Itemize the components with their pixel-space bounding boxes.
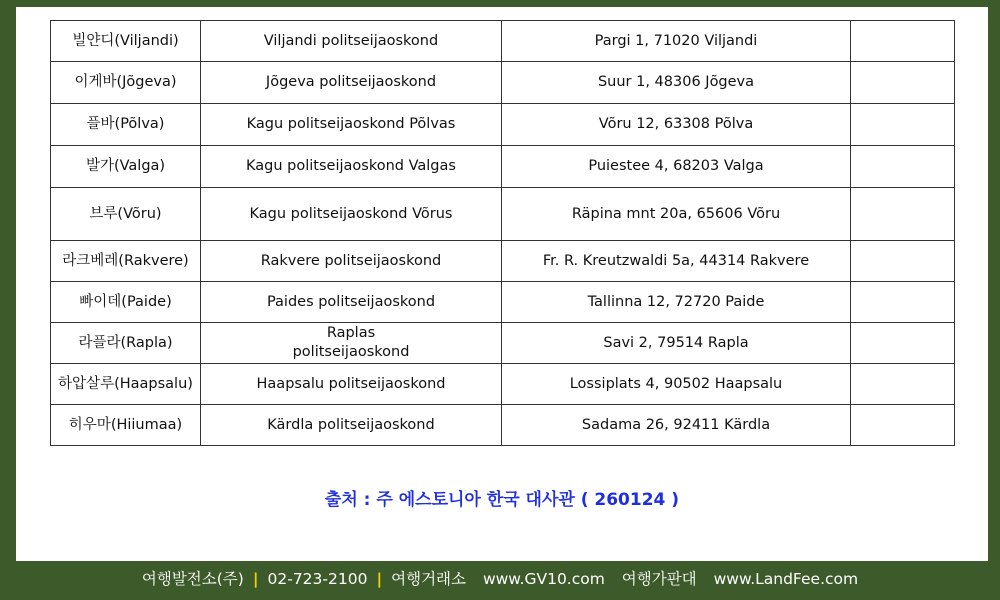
note-cell	[851, 323, 955, 364]
city-cell: 발가(Valga)	[51, 146, 201, 188]
address-cell: Räpina mnt 20a, 65606 Võru	[502, 188, 851, 241]
city-cell: 브루(Võru)	[51, 188, 201, 241]
footer-bar	[0, 567, 1000, 595]
address-cell: Suur 1, 48306 Jõgeva	[502, 62, 851, 104]
city-cell: 빌얀디(Viljandi)	[51, 21, 201, 62]
address-cell: Lossiplats 4, 90502 Haapsalu	[502, 364, 851, 405]
table-row	[51, 405, 955, 446]
table-row	[51, 188, 955, 241]
table-row	[51, 364, 955, 405]
note-cell	[851, 364, 955, 405]
city-cell: 히우마(Hiiumaa)	[51, 405, 201, 446]
footer-phone: 02-723-2100	[267, 570, 368, 588]
address-cell: Võru 12, 63308 Põlva	[502, 104, 851, 146]
document-page	[16, 7, 988, 561]
station-cell: Kagu politseijaoskond Valgas	[201, 146, 502, 188]
address-cell: Tallinna 12, 72720 Paide	[502, 282, 851, 323]
table-row	[51, 62, 955, 104]
footer-company: 여행발전소(주)	[141, 570, 244, 588]
city-cell: 라플라(Rapla)	[51, 323, 201, 364]
station-cell: Kärdla politseijaoskond	[201, 405, 502, 446]
city-cell: 라크베레(Rakvere)	[51, 241, 201, 282]
table-row	[51, 104, 955, 146]
note-cell	[851, 21, 955, 62]
footer-price: 여행가판대	[621, 570, 697, 588]
station-cell: Rakvere politseijaoskond	[201, 241, 502, 282]
station-cell: Kagu politseijaoskond Põlvas	[201, 104, 502, 146]
note-cell	[851, 188, 955, 241]
police-station-table	[50, 20, 955, 446]
note-cell	[851, 241, 955, 282]
station-cell: Haapsalu politseijaoskond	[201, 364, 502, 405]
footer-separator: |	[252, 570, 259, 588]
note-cell	[851, 146, 955, 188]
note-cell	[851, 405, 955, 446]
table-row	[51, 282, 955, 323]
table-row	[51, 323, 955, 364]
note-cell	[851, 282, 955, 323]
footer-agency: 여행거래소	[391, 570, 466, 588]
table-row	[51, 146, 955, 188]
address-cell: Fr. R. Kreutzwaldi 5a, 44314 Rakvere	[502, 241, 851, 282]
table-body	[51, 21, 955, 446]
table-row	[51, 241, 955, 282]
address-cell: Sadama 26, 92411 Kärdla	[502, 405, 851, 446]
station-cell: Viljandi politseijaoskond	[201, 21, 502, 62]
station-cell: Paides politseijaoskond	[201, 282, 502, 323]
address-cell: Puiestee 4, 68203 Valga	[502, 146, 851, 188]
city-cell: 플바(Põlva)	[51, 104, 201, 146]
footer-link-landfee[interactable]: www.LandFee.com	[713, 570, 859, 588]
city-cell: 하압살루(Haapsalu)	[51, 364, 201, 405]
source-note: 출처 : 주 에스토니아 한국 대사관 ( 260124 )	[324, 490, 680, 510]
table-row	[51, 21, 955, 62]
footer-link-gv10[interactable]: www.GV10.com	[482, 570, 605, 588]
note-cell	[851, 104, 955, 146]
city-cell: 이게바(Jõgeva)	[51, 62, 201, 104]
note-cell	[851, 62, 955, 104]
footer-separator: |	[376, 570, 383, 588]
station-cell: Raplas politseijaoskond	[201, 323, 502, 364]
address-cell: Savi 2, 79514 Rapla	[502, 323, 851, 364]
station-cell: Jõgeva politseijaoskond	[201, 62, 502, 104]
station-cell: Kagu politseijaoskond Võrus	[201, 188, 502, 241]
address-cell: Pargi 1, 71020 Viljandi	[502, 21, 851, 62]
city-cell: 빠이데(Paide)	[51, 282, 201, 323]
